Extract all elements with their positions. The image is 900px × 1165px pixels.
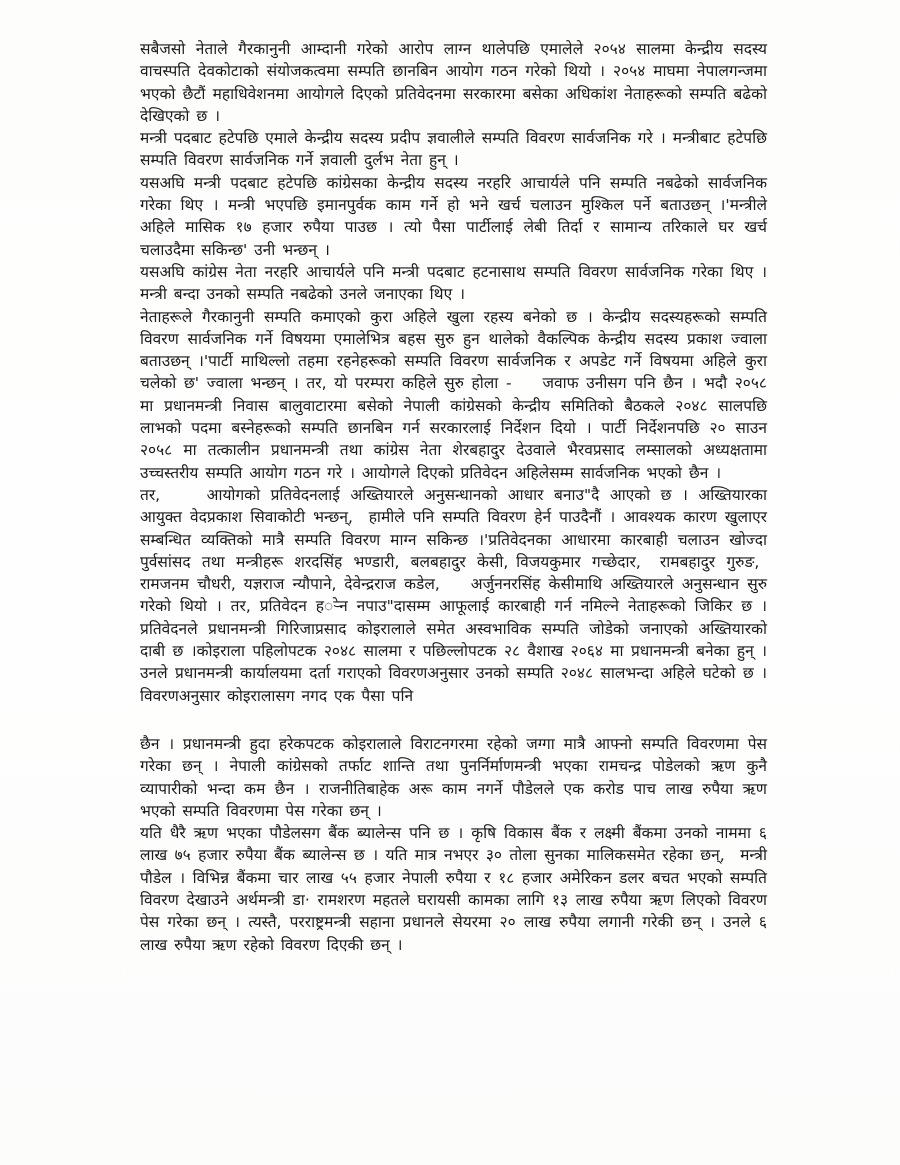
paragraph-2: मन्त्री पदबाट हटेपछि एमाले केन्द्रीय सदस्य प्रदीप ज्ञवालीले सम्पति विवरण सार्वजनिक गरे । मन्त्रीबाट हटेपछि सम्पति विवरण सार्वजनिक गर्ने ज्ञवाली दुर्लभ नेता हुन् ।	[140, 129, 767, 170]
paragraph-6: तर, आयोगको प्रतिवेदनलाई अख्तियारले अनुसन्धानको आधार बनाउ"दै आएको छ । अख्तियारका आयुक्त वेदप्रकाश सिवाकोटी भन्छन्, हामीले पनि सम्पति विवरण हेर्न पाउदैनौं । आवश्यक कारण खुलाएर सम्बन्धित व्यक्तिको मात्रै सम्पति विवरण माग्न सकिन्छ ।'प्रतिवेदनका आधारमा कारबाही चलाउन खोज्दा पुर्वसांसद तथा मन्त्रीहरू शरदसिंह भण्डारी, बलबहादुर केसी, विजयकुमार गच्छेदार, रामबहादुर गुरुङ, रामजनम चौधरी, यज्ञराज न्यौपाने, देवेन्द्रराज कडेल, अर्जुननरसिंह केसीमाथि अख्तियारले अनुसन्धान सुरु गरेको थियो । तर, प्रतिवेदन हर्‍ेन नपाउ"दासम्म आफूलाई कारबाही गर्न नमिल्ने नेताहरूको जिकिर छ । प्रतिवेदनले प्रधानमन्त्री गिरिजाप्रसाद कोइरालाले समेत अस्वभाविक सम्पति जोडेको जनाएको अख्तियारको दाबी छ ।कोइराला पहिलोपटक २०४८ सालमा र पछिल्लोपटक २८ वैशाख २०६४ मा प्रधानमन्त्री बनेका हुन् । उनले प्रधानमन्त्री कार्यालयमा दर्ता गराएको विवरणअनुसार उनको सम्पति २०४८ सालभन्दा अहिले घटेको छ । विवरणअनुसार कोइरालासग नगद एक पैसा पनि	[140, 485, 767, 705]
paragraph-gap	[140, 707, 767, 733]
paragraph-7: छैन । प्रधानमन्त्री हुदा हरेकपटक कोइरालाले विराटनगरमा रहेको जग्गा मात्रै आफ्नो सम्पति विवरणमा पेस गरेका छन् । नेपाली कांग्रेसको तर्फाट शान्ति तथा पुनर्निर्माणमन्त्री भएका रामचन्द्र पोडेलको ऋण कुनै व्यापारीको भन्दा कम छैन । राजनीतिबाहेक अरू काम नगर्ने पौडेलले एक करोड पाच लाख रुपैया ऋण भएको सम्पति विवरणमा पेस गरेका छन् ।	[140, 734, 767, 820]
document-text-block	[140, 38, 767, 956]
paragraph-3: यसअघि मन्त्री पदबाट हटेपछि कांग्रेसका केन्द्रीय सदस्य नरहरि आचार्यले पनि सम्पति नबढेको सार्वजनिक गरेका थिए । मन्त्री भएपछि इमानपुर्वक काम गर्ने हो भने खर्च चलाउन मुश्किल पर्ने बताउछन् ।'मन्त्रीले अहिले मासिक १७ हजार रुपैया पाउछ । त्यो पैसा पार्टीलाई लेबी तिर्दा र सामान्य तरिकाले घर खर्च चलाउदैमा सकिन्छ' उनी भन्छन् ।	[140, 173, 767, 259]
paragraph-8: यति धैरै ऋण भएका पौडेलसग बैंक ब्यालेन्स पनि छ । कृषि विकास बैंक र लक्ष्मी बैंकमा उनको नाममा ६ लाख ७५ हजार रुपैया बैंक ब्यालेन्स छ । यति मात्र नभएर ३० तोला सुनका मालिकसमेत रहेका छन्, मन्त्री पौडेल । विभिन्न बैंकमा चार लाख ५५ हजार नेपाली रुपैया र १८ हजार अमेरिकन डलर बचत भएको सम्पति विवरण देखाउने अर्थमन्त्री डा· रामशरण महतले घरायसी कामका लागि १३ लाख रुपैया ऋण लिएको विवरण पेस गरेका छन् । त्यस्तै, परराष्ट्रमन्त्री सहाना प्रधानले सेयरमा २० लाख रुपैया लगानी गरेकी छन् । उनले ६ लाख रुपैया ऋण रहेको विवरण दिएकी छन् ।	[140, 824, 767, 954]
paragraph-1: सबैजसो नेताले गैरकानुनी आम्दानी गरेको आरोप लाग्न थालेपछि एमालेले २०५४ सालमा केन्द्रीय सदस्य वाचस्पति देवकोटाको संयोजकत्वमा सम्पति छानबिन आयोग गठन गरेको थियो । २०५४ माघमा नेपालगन्जमा भएको छैटौं महाधिवेशनमा आयोगले दिएको प्रतिवेदनमा सरकारमा बसेका अधिकांश नेताहरूको सम्पति बढेको देखिएको छ ।	[140, 40, 767, 125]
paragraph-4: यसअघि कांग्रेस नेता नरहरि आचार्यले पनि मन्त्री पदबाट हटनासाथ सम्पति विवरण सार्वजनिक गरेका थिए । मन्त्री बन्दा उनको सम्पति नबढेको उनले जनाएका थिए ।	[140, 262, 767, 304]
paragraph-5: नेताहरूले गैरकानुनी सम्पति कमाएको कुरा अहिले खुला रहस्य बनेको छ । केन्द्रीय सदस्यहरूको सम्पति विवरण सार्वजनिक गर्ने विषयमा एमालेभित्र बहस सुरु हुन थालेको वैकल्पिक केन्द्रीय सदस्य प्रकाश ज्वाला बताउछन् ।'पार्टी माथिल्लो तहमा रहनेहरूको सम्पति विवरण सार्वजनिक र अपडेट गर्ने विषयमा अहिले कुरा चलेको छ' ज्वाला भन्छन् । तर, यो परम्परा कहिले सुरु होला - जवाफ उनीसग पनि छैन । भदौ २०५८ मा प्रधानमन्त्री निवास बालुवाटारमा बसेको नेपाली कांग्रेसको केन्द्रीय समितिको बैठकले २०४८ सालपछि लाभको पदमा बस्नेहरूको सम्पति छानबिन गर्न सरकारलाई निर्देशन दियो । पार्टी निर्देशनपछि २० साउन २०५८ मा तत्कालीन प्रधानमन्त्री तथा कांग्रेस नेता शेरबहादुर देउवाले भैरवप्रसाद लम्सालको अध्यक्षतामा उच्चस्तरीय सम्पति आयोग गठन गरे । आयोगले दिएको प्रतिवेदन अहिलेसम्म सार्वजनिक भएको छैन ।	[140, 307, 767, 482]
